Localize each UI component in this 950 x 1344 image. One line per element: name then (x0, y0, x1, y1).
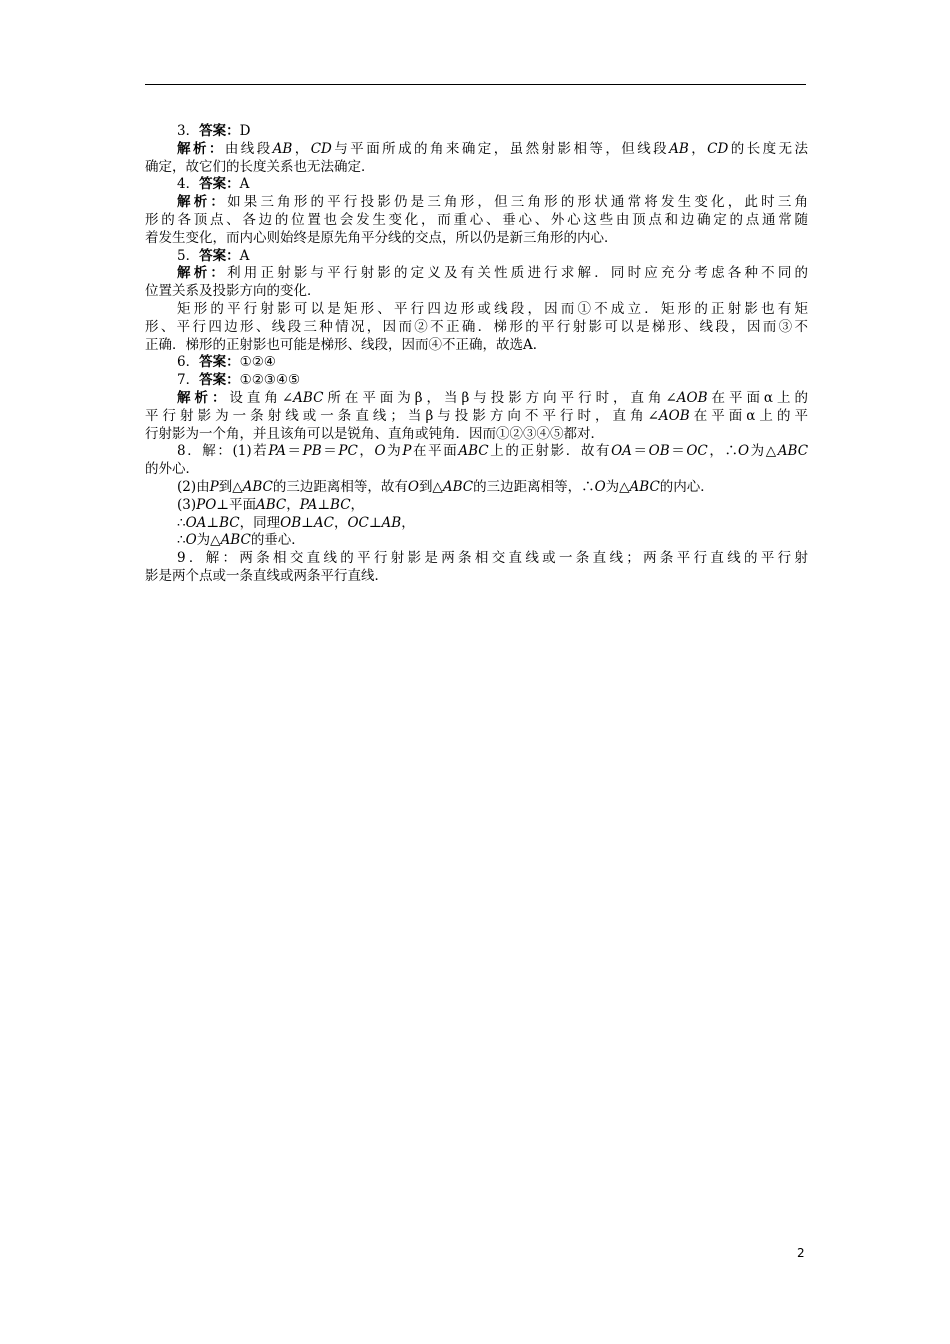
text-run: ，同理 (239, 514, 281, 531)
text-run: 在平面 (411, 443, 459, 460)
text-run: ⊥ (206, 514, 220, 531)
text-run: 的内心． (659, 478, 714, 495)
header-rule (145, 84, 806, 85)
math-variable: AB (272, 140, 293, 157)
text-run: ⊥ (317, 496, 331, 513)
text-run: 7． (177, 372, 200, 389)
math-variable: O (185, 532, 197, 549)
analysis-5-line-1 (145, 265, 808, 283)
text-run: 影是两个点或一条直线或两条平行直线． (145, 567, 388, 584)
text-run: 为△ (749, 443, 778, 460)
solution-9-line-1 (145, 550, 808, 568)
answer-3-line (145, 123, 808, 141)
math-variable: ABC (442, 478, 474, 495)
analysis-3-line-2 (145, 159, 808, 177)
label-text: 解析： (177, 265, 228, 282)
text-run: ⊥平面 (216, 496, 256, 513)
text-run: ， (333, 514, 348, 531)
solution-8-part-3-c (145, 532, 808, 550)
text-run: ， (688, 140, 708, 157)
text-run: ，∴ (707, 443, 738, 460)
label-text: 解析： (177, 140, 225, 157)
text-run: ， (350, 496, 365, 513)
text-run: ， (357, 443, 375, 460)
label-text: 答案： (199, 176, 240, 193)
text-run: ＝ (285, 443, 303, 460)
text-run: 上的正射影．故有 (488, 443, 612, 460)
math-variable: PC (338, 443, 358, 460)
text-run: (3) (177, 496, 197, 513)
math-variable: ABC (255, 496, 287, 513)
text-run: 所在平面为β，当β与投影方向平行时，直角∠ (323, 389, 677, 406)
math-variable: O (594, 478, 606, 495)
text-run: ＝ (669, 443, 687, 460)
label-text: 解析： (177, 194, 228, 211)
text-run: 设直角∠ (229, 389, 294, 406)
solution-8-part-3-b (145, 515, 808, 533)
text-run: ， (286, 496, 300, 513)
text-run: 正确．梯形的正射影也可能是梯形、线段，因而④不正确，故选A． (145, 336, 547, 353)
math-variable: AC (313, 514, 334, 531)
math-variable: O (737, 443, 750, 460)
text-run: 在平面α上的平 (689, 407, 808, 424)
text-run: 6． (177, 354, 200, 371)
text-run: 3． (177, 123, 200, 139)
math-variable: O (374, 443, 386, 460)
text-run: ＝ (631, 443, 649, 460)
text-run: 5． (177, 247, 200, 264)
answer-6-line (145, 354, 808, 372)
text-run: 由线段 (224, 140, 273, 157)
math-variable: OB (648, 443, 670, 460)
text-run: (2)由 (177, 478, 210, 495)
analysis-3-line-1 (145, 141, 808, 159)
text-run: 利用正射影与平行射影的定义及有关性质进行求解．同时应充分考虑各种不同的 (227, 265, 809, 282)
math-variable: ABC (777, 443, 809, 460)
math-variable: ABC (293, 389, 324, 406)
math-variable: ABC (242, 478, 273, 495)
text-run: 确定，故它们的长度关系也无法确定． (145, 158, 375, 175)
label-text: 答案： (199, 372, 240, 389)
text-run: ∴ (177, 532, 186, 549)
analysis-5-line-3 (145, 301, 808, 319)
solution-8-part-3 (145, 497, 808, 515)
math-variable: OC (686, 443, 708, 460)
text-run: 矩形的平行射影可以是矩形、平行四边形或线段，因而①不成立．矩形的正射影也有矩 (177, 300, 808, 317)
text-run: 行射影为一个角，并且该角可以是锐角、直角或钝角．因而①②③④⑤都对． (145, 425, 604, 442)
math-variable: OC (347, 514, 369, 531)
math-variable: AB (381, 514, 402, 531)
text-run: 位置关系及投影方向的变化． (145, 283, 321, 300)
math-variable: CD (707, 140, 729, 157)
text-run: 着发生变化，而内心则始终是原先角平分线的交点，所以仍是新三角形的内心． (145, 229, 618, 246)
math-variable: OB (280, 514, 302, 531)
math-variable: PO (196, 496, 217, 513)
text-run: 9．解：两条相交直线的平行射影是两条相交直线或一条直线；两条平行直线的平行射 (177, 550, 808, 567)
text-run: ， (401, 514, 415, 531)
answer-5-line (145, 248, 808, 266)
analysis-5-line-5 (145, 337, 808, 355)
math-variable: BC (330, 496, 351, 513)
math-variable: PB (302, 443, 322, 460)
analysis-7-line-1 (145, 390, 808, 408)
text-run: 的垂心． (250, 532, 305, 549)
analysis-5-line-4 (145, 319, 808, 337)
text-run: 如果三角形的平行投影仍是三角形，但三角形的形状通常将发生变化，此时三角 (227, 194, 809, 211)
text-run: 的外心． (145, 461, 199, 478)
text-run: 为 (385, 443, 403, 460)
math-variable: OA (611, 443, 632, 460)
answer-7-line (145, 372, 808, 390)
math-variable: ABC (458, 443, 489, 460)
math-variable: OA (185, 514, 207, 531)
math-variable: ABC (220, 532, 251, 549)
text-run: 到△ (218, 478, 243, 495)
text-run: A (239, 247, 250, 264)
text-run: ①②③④⑤ (239, 372, 301, 389)
label-text: 答案： (199, 354, 240, 371)
solution-8-line-2 (145, 461, 808, 479)
text-run: ⊥ (368, 514, 382, 531)
math-variable: PA (299, 496, 318, 513)
label-text: 解析： (177, 389, 230, 406)
text-run: A (239, 176, 250, 193)
label-text: 答案： (199, 247, 240, 264)
math-variable: PA (268, 443, 286, 460)
math-variable: CD (310, 140, 332, 157)
math-variable: ABC (629, 478, 660, 495)
text-run: 形的各顶点、各边的位置也会发生变化，而重心、垂心、外心这些由顶点和边确定的点通常随 (145, 211, 808, 228)
analysis-5-line-2 (145, 283, 808, 301)
analysis-4-line-2 (145, 212, 808, 230)
text-run: ＝ (321, 443, 339, 460)
solution-8-line-1 (145, 443, 808, 461)
text-run: 到△ (418, 478, 443, 495)
analysis-4-line-1 (145, 194, 808, 212)
document-body (145, 123, 808, 586)
solution-9-line-2 (145, 568, 808, 586)
text-run: 的三边距离相等，∴ (473, 478, 595, 495)
math-variable: P (402, 443, 412, 460)
math-variable: O (407, 478, 419, 495)
analysis-7-line-3 (145, 426, 808, 444)
text-run: 形、平行四边形、线段三种情况，因而②不正确．梯形的平行射影可以是梯形、线段，因而③不 (145, 318, 808, 335)
text-run: D (239, 123, 251, 139)
answer-4-line (145, 176, 808, 194)
text-run: ， (292, 140, 311, 157)
text-run: ①②④ (239, 354, 276, 371)
text-run: 与平面所成的角来确定，虽然射影相等，但线段 (331, 140, 670, 157)
text-run: 4． (177, 176, 200, 193)
solution-8-part-2 (145, 479, 808, 497)
analysis-7-line-2 (145, 408, 808, 426)
text-run: 为△ (196, 532, 221, 549)
text-run: 为△ (605, 478, 630, 495)
text-run: 8．解：(1)若 (177, 443, 269, 460)
text-run: 的长度无法 (728, 140, 809, 157)
math-variable: AB (669, 140, 689, 157)
math-variable: AOB (658, 407, 690, 424)
text-run: ∴ (177, 514, 186, 531)
math-variable: AOB (676, 389, 708, 406)
math-variable: BC (219, 514, 240, 531)
math-variable: P (209, 478, 219, 495)
page-number: 2 (797, 1246, 805, 1260)
text-run: ⊥ (301, 514, 314, 531)
text-run: 在平面α上的 (707, 389, 808, 406)
text-run: 平行射影为一条射线或一条直线；当β与投影方向不平行时，直角∠ (145, 407, 659, 424)
label-text: 答案： (199, 123, 240, 139)
text-run: 的三边距离相等，故有 (272, 478, 408, 495)
analysis-4-line-3 (145, 230, 808, 248)
